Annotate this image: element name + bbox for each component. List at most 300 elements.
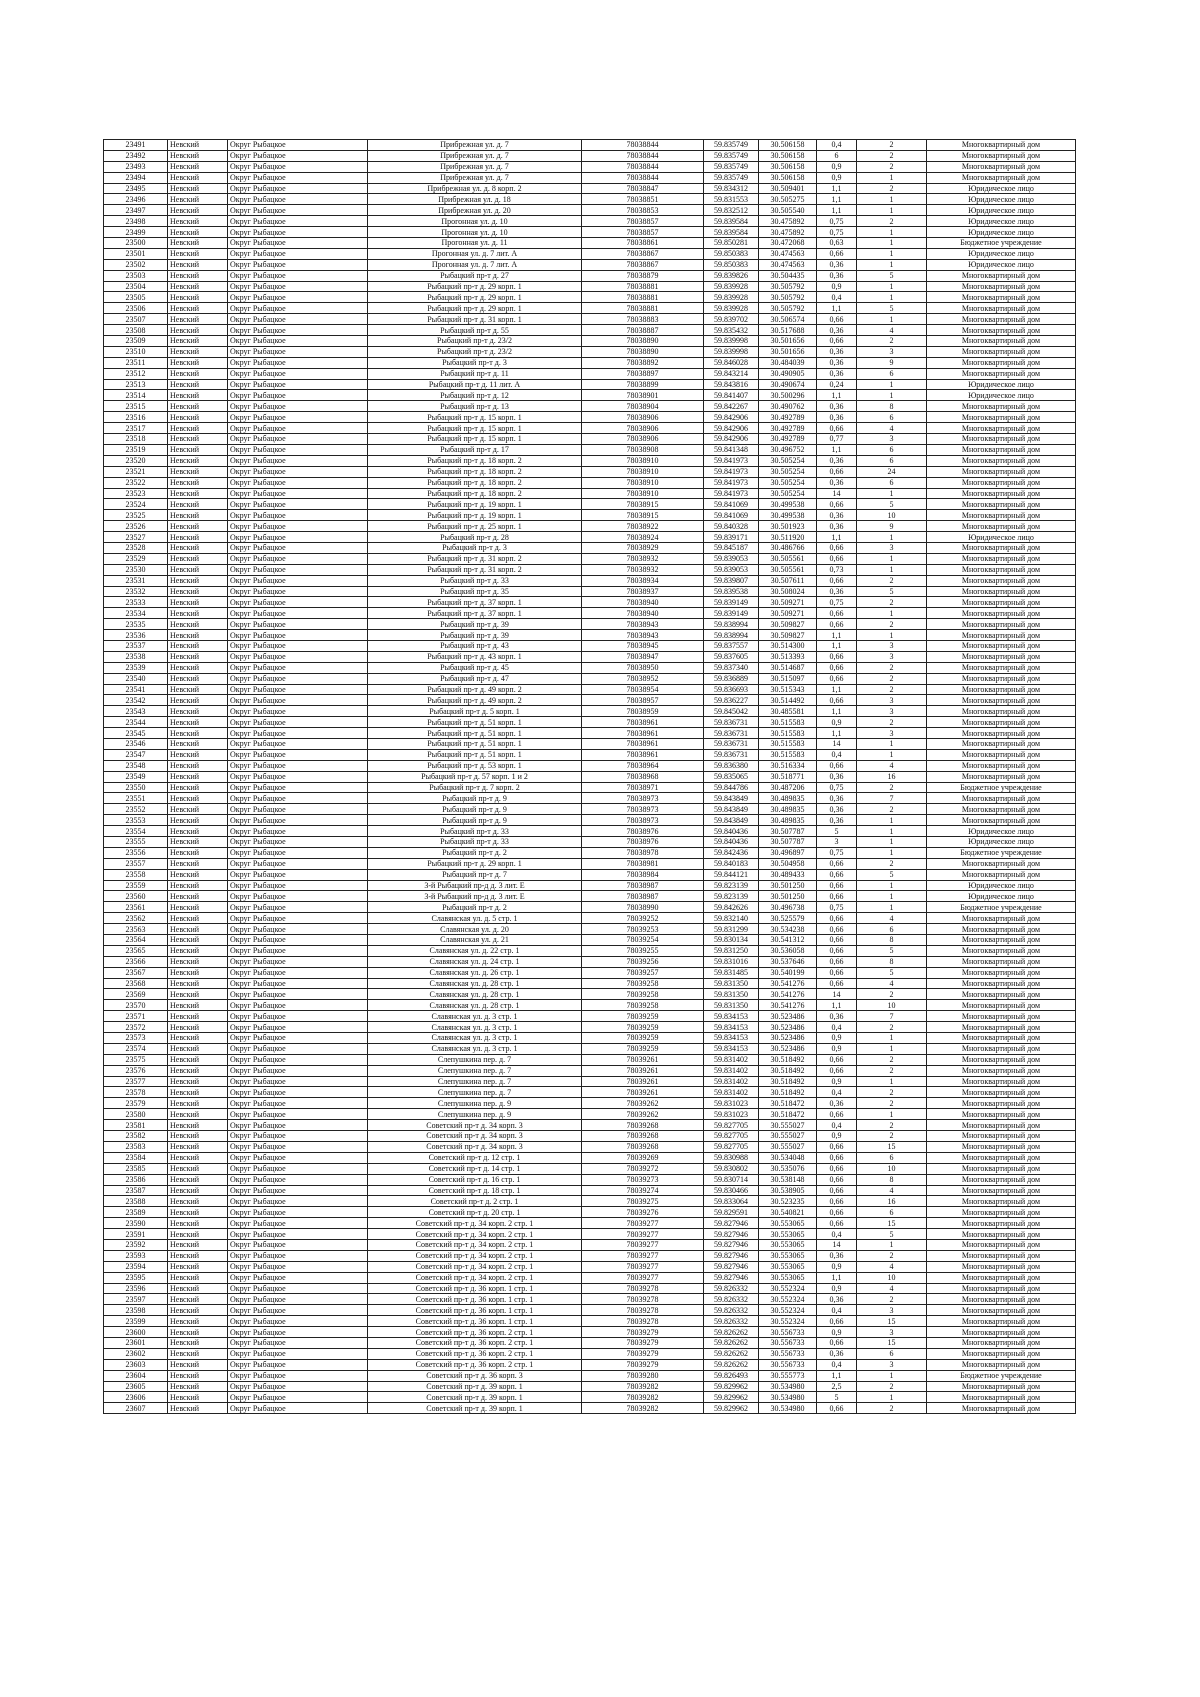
volume-cell: 0,66 [817, 553, 857, 564]
type-cell: Многоквартирный дом [927, 434, 1076, 445]
municipality-cell: Округ Рыбацкое [228, 1392, 368, 1403]
registry-rows [104, 140, 1076, 1414]
row-number-cell: 23600 [104, 1327, 168, 1338]
row-number-cell: 23564 [104, 935, 168, 946]
row-number-cell: 23533 [104, 597, 168, 608]
table-row [104, 248, 1076, 259]
district-cell: Невский [168, 368, 228, 379]
code-cell: 78038897 [582, 368, 704, 379]
row-number-cell: 23540 [104, 673, 168, 684]
code-cell: 78038950 [582, 662, 704, 673]
volume-cell: 0,66 [817, 695, 857, 706]
longitude-cell: 30.556733 [759, 1359, 817, 1370]
row-number-cell: 23497 [104, 205, 168, 216]
address-cell: Рыбацкий пр-т д. 18 корп. 2 [368, 455, 582, 466]
code-cell: 78038915 [582, 510, 704, 521]
quantity-cell: 2 [857, 150, 927, 161]
longitude-cell: 30.538905 [759, 1185, 817, 1196]
latitude-cell: 59.837557 [704, 640, 759, 651]
longitude-cell: 30.541276 [759, 989, 817, 1000]
type-cell: Многоквартирный дом [927, 140, 1076, 151]
code-cell: 78039277 [582, 1261, 704, 1272]
longitude-cell: 30.552324 [759, 1316, 817, 1327]
district-cell: Невский [168, 205, 228, 216]
volume-cell: 0,66 [817, 1337, 857, 1348]
quantity-cell: 1 [857, 837, 927, 848]
address-cell: Прибрежная ул. д. 7 [368, 150, 582, 161]
longitude-cell: 30.517688 [759, 325, 817, 336]
row-number-cell: 23589 [104, 1207, 168, 1218]
code-cell: 78038867 [582, 248, 704, 259]
table-row [104, 150, 1076, 161]
district-cell: Невский [168, 640, 228, 651]
address-cell: 3-й Рыбацкий пр-д д. 3 лит. Е [368, 891, 582, 902]
address-cell: Рыбацкий пр-т д. 9 [368, 815, 582, 826]
quantity-cell: 3 [857, 651, 927, 662]
type-cell: Многоквартирный дом [927, 161, 1076, 172]
longitude-cell: 30.515583 [759, 749, 817, 760]
volume-cell: 0,66 [817, 542, 857, 553]
quantity-cell: 1 [857, 1392, 927, 1403]
district-cell: Невский [168, 913, 228, 924]
municipality-cell: Округ Рыбацкое [228, 782, 368, 793]
row-number-cell: 23505 [104, 292, 168, 303]
table-row [104, 521, 1076, 532]
table-row [104, 978, 1076, 989]
type-cell: Многоквартирный дом [927, 1305, 1076, 1316]
type-cell: Многоквартирный дом [927, 346, 1076, 357]
row-number-cell: 23534 [104, 608, 168, 619]
district-cell: Невский [168, 793, 228, 804]
volume-cell: 0,66 [817, 336, 857, 347]
address-cell: Рыбацкий пр-т д. 29 корп. 1 [368, 292, 582, 303]
code-cell: 78038968 [582, 771, 704, 782]
latitude-cell: 59.838994 [704, 630, 759, 641]
district-cell: Невский [168, 466, 228, 477]
quantity-cell: 1 [857, 488, 927, 499]
address-cell: Славянская ул. д. 26 стр. 1 [368, 967, 582, 978]
district-cell: Невский [168, 782, 228, 793]
municipality-cell: Округ Рыбацкое [228, 1337, 368, 1348]
row-number-cell: 23552 [104, 804, 168, 815]
volume-cell: 0,9 [817, 281, 857, 292]
row-number-cell: 23525 [104, 510, 168, 521]
district-cell: Невский [168, 1294, 228, 1305]
quantity-cell: 2 [857, 216, 927, 227]
type-cell: Многоквартирный дом [927, 466, 1076, 477]
code-cell: 78039259 [582, 1011, 704, 1022]
row-number-cell: 23598 [104, 1305, 168, 1316]
quantity-cell: 2 [857, 140, 927, 151]
address-cell: Славянская ул. д. 3 стр. 1 [368, 1011, 582, 1022]
district-cell: Невский [168, 575, 228, 586]
address-cell: Советский пр-т д. 34 корп. 2 стр. 1 [368, 1218, 582, 1229]
latitude-cell: 59.839149 [704, 608, 759, 619]
volume-cell: 0,66 [817, 924, 857, 935]
municipality-cell: Округ Рыбацкое [228, 379, 368, 390]
code-cell: 78038954 [582, 684, 704, 695]
address-cell: Рыбацкий пр-т д. 51 корп. 1 [368, 717, 582, 728]
address-cell: Советский пр-т д. 36 корп. 2 стр. 1 [368, 1327, 582, 1338]
table-row [104, 1131, 1076, 1142]
latitude-cell: 59.843849 [704, 815, 759, 826]
type-cell: Многоквартирный дом [927, 706, 1076, 717]
latitude-cell: 59.830134 [704, 935, 759, 946]
municipality-cell: Округ Рыбацкое [228, 1065, 368, 1076]
municipality-cell: Округ Рыбацкое [228, 1098, 368, 1109]
district-cell: Невский [168, 336, 228, 347]
row-number-cell: 23548 [104, 760, 168, 771]
district-cell: Невский [168, 608, 228, 619]
address-cell: Прогонная ул. д. 11 [368, 238, 582, 249]
address-cell: Рыбацкий пр-т д. 2 [368, 847, 582, 858]
district-cell: Невский [168, 346, 228, 357]
latitude-cell: 59.833064 [704, 1196, 759, 1207]
address-cell: 3-й Рыбацкий пр-д д. 3 лит. Е [368, 880, 582, 891]
table-row [104, 368, 1076, 379]
type-cell: Многоквартирный дом [927, 640, 1076, 651]
quantity-cell: 4 [857, 913, 927, 924]
code-cell: 78039279 [582, 1348, 704, 1359]
volume-cell: 14 [817, 488, 857, 499]
quantity-cell: 1 [857, 314, 927, 325]
district-cell: Невский [168, 1348, 228, 1359]
address-cell: Рыбацкий пр-т д. 9 [368, 793, 582, 804]
code-cell: 78038961 [582, 717, 704, 728]
table-row [104, 346, 1076, 357]
code-cell: 78038892 [582, 357, 704, 368]
quantity-cell: 1 [857, 292, 927, 303]
municipality-cell: Округ Рыбацкое [228, 749, 368, 760]
table-row [104, 325, 1076, 336]
volume-cell: 0,9 [817, 1076, 857, 1087]
code-cell: 78038904 [582, 401, 704, 412]
code-cell: 78038945 [582, 640, 704, 651]
type-cell: Многоквартирный дом [927, 401, 1076, 412]
volume-cell: 0,36 [817, 412, 857, 423]
municipality-cell: Округ Рыбацкое [228, 945, 368, 956]
latitude-cell: 59.827705 [704, 1131, 759, 1142]
address-cell: Рыбацкий пр-т д. 57 корп. 1 и 2 [368, 771, 582, 782]
municipality-cell: Округ Рыбацкое [228, 651, 368, 662]
table-row [104, 815, 1076, 826]
quantity-cell: 1 [857, 1076, 927, 1087]
latitude-cell: 59.841069 [704, 510, 759, 521]
volume-cell: 0,36 [817, 586, 857, 597]
latitude-cell: 59.826262 [704, 1348, 759, 1359]
type-cell: Многоквартирный дом [927, 1152, 1076, 1163]
longitude-cell: 30.555027 [759, 1141, 817, 1152]
volume-cell: 0,66 [817, 619, 857, 630]
municipality-cell: Округ Рыбацкое [228, 172, 368, 183]
type-cell: Юридическое лицо [927, 826, 1076, 837]
latitude-cell: 59.843849 [704, 804, 759, 815]
latitude-cell: 59.837605 [704, 651, 759, 662]
latitude-cell: 59.840436 [704, 826, 759, 837]
municipality-cell: Округ Рыбацкое [228, 1043, 368, 1054]
municipality-cell: Округ Рыбацкое [228, 1348, 368, 1359]
volume-cell: 0,66 [817, 1109, 857, 1120]
table-row [104, 793, 1076, 804]
row-number-cell: 23495 [104, 183, 168, 194]
row-number-cell: 23578 [104, 1087, 168, 1098]
table-row [104, 662, 1076, 673]
longitude-cell: 30.537646 [759, 956, 817, 967]
quantity-cell: 6 [857, 368, 927, 379]
address-cell: Рыбацкий пр-т д. 12 [368, 390, 582, 401]
address-cell: Советский пр-т д. 36 корп. 3 [368, 1370, 582, 1381]
latitude-cell: 59.843214 [704, 368, 759, 379]
latitude-cell: 59.829962 [704, 1392, 759, 1403]
table-row [104, 1218, 1076, 1229]
district-cell: Невский [168, 989, 228, 1000]
type-cell: Многоквартирный дом [927, 444, 1076, 455]
district-cell: Невский [168, 597, 228, 608]
row-number-cell: 23513 [104, 379, 168, 390]
table-row [104, 292, 1076, 303]
district-cell: Невский [168, 1370, 228, 1381]
quantity-cell: 5 [857, 303, 927, 314]
volume-cell: 0,66 [817, 858, 857, 869]
district-cell: Невский [168, 227, 228, 238]
table-row [104, 847, 1076, 858]
volume-cell: 0,36 [817, 1294, 857, 1305]
type-cell: Многоквартирный дом [927, 1218, 1076, 1229]
longitude-cell: 30.496752 [759, 444, 817, 455]
latitude-cell: 59.831402 [704, 1076, 759, 1087]
municipality-cell: Округ Рыбацкое [228, 826, 368, 837]
municipality-cell: Округ Рыбацкое [228, 194, 368, 205]
row-number-cell: 23503 [104, 270, 168, 281]
volume-cell: 0,4 [817, 749, 857, 760]
code-cell: 78038844 [582, 150, 704, 161]
address-cell: Рыбацкий пр-т д. 28 [368, 532, 582, 543]
type-cell: Многоквартирный дом [927, 1327, 1076, 1338]
latitude-cell: 59.839928 [704, 281, 759, 292]
volume-cell: 0,66 [817, 956, 857, 967]
municipality-cell: Округ Рыбацкое [228, 847, 368, 858]
district-cell: Невский [168, 1218, 228, 1229]
address-cell: Рыбацкий пр-т д. 15 корп. 1 [368, 412, 582, 423]
address-cell: Прибрежная ул. д. 8 корп. 2 [368, 183, 582, 194]
type-cell: Бюджетное учреждение [927, 1370, 1076, 1381]
volume-cell: 1,1 [817, 444, 857, 455]
quantity-cell: 1 [857, 564, 927, 575]
type-cell: Многоквартирный дом [927, 575, 1076, 586]
volume-cell: 0,66 [817, 1196, 857, 1207]
row-number-cell: 23536 [104, 630, 168, 641]
table-row [104, 1250, 1076, 1261]
address-cell: Славянская ул. д. 28 стр. 1 [368, 1000, 582, 1011]
district-cell: Невский [168, 455, 228, 466]
quantity-cell: 9 [857, 357, 927, 368]
volume-cell: 2,5 [817, 1381, 857, 1392]
code-cell: 78038908 [582, 444, 704, 455]
longitude-cell: 30.541312 [759, 935, 817, 946]
quantity-cell: 2 [857, 673, 927, 684]
quantity-cell: 1 [857, 532, 927, 543]
district-cell: Невский [168, 303, 228, 314]
address-cell: Советский пр-т д. 39 корп. 1 [368, 1381, 582, 1392]
longitude-cell: 30.552324 [759, 1283, 817, 1294]
district-cell: Невский [168, 738, 228, 749]
type-cell: Многоквартирный дом [927, 325, 1076, 336]
address-cell: Рыбацкий пр-т д. 55 [368, 325, 582, 336]
volume-cell: 0,66 [817, 1174, 857, 1185]
district-cell: Невский [168, 684, 228, 695]
code-cell: 78038890 [582, 336, 704, 347]
longitude-cell: 30.553065 [759, 1250, 817, 1261]
volume-cell: 1,1 [817, 303, 857, 314]
address-cell: Рыбацкий пр-т д. 17 [368, 444, 582, 455]
district-cell: Невский [168, 728, 228, 739]
municipality-cell: Округ Рыбацкое [228, 586, 368, 597]
longitude-cell: 30.518492 [759, 1054, 817, 1065]
table-row [104, 1065, 1076, 1076]
quantity-cell: 9 [857, 521, 927, 532]
municipality-cell: Округ Рыбацкое [228, 227, 368, 238]
longitude-cell: 30.496897 [759, 847, 817, 858]
longitude-cell: 30.506158 [759, 150, 817, 161]
type-cell: Многоквартирный дом [927, 521, 1076, 532]
quantity-cell: 1 [857, 608, 927, 619]
address-cell: Рыбацкий пр-т д. 39 [368, 630, 582, 641]
longitude-cell: 30.518492 [759, 1087, 817, 1098]
row-number-cell: 23606 [104, 1392, 168, 1403]
volume-cell: 1,1 [817, 390, 857, 401]
quantity-cell: 2 [857, 1054, 927, 1065]
quantity-cell: 6 [857, 1152, 927, 1163]
volume-cell: 0,36 [817, 270, 857, 281]
type-cell: Многоквартирный дом [927, 804, 1076, 815]
table-row [104, 1261, 1076, 1272]
table-row [104, 597, 1076, 608]
municipality-cell: Округ Рыбацкое [228, 150, 368, 161]
table-row [104, 1076, 1076, 1087]
latitude-cell: 59.845042 [704, 706, 759, 717]
type-cell: Многоквартирный дом [927, 630, 1076, 641]
table-row [104, 1022, 1076, 1033]
table-row [104, 444, 1076, 455]
address-cell: Советский пр-т д. 36 корп. 2 стр. 1 [368, 1348, 582, 1359]
latitude-cell: 59.830466 [704, 1185, 759, 1196]
quantity-cell: 24 [857, 466, 927, 477]
latitude-cell: 59.830988 [704, 1152, 759, 1163]
quantity-cell: 2 [857, 1131, 927, 1142]
address-cell: Славянская ул. д. 28 стр. 1 [368, 989, 582, 1000]
code-cell: 78038906 [582, 412, 704, 423]
municipality-cell: Округ Рыбацкое [228, 706, 368, 717]
type-cell: Многоквартирный дом [927, 695, 1076, 706]
type-cell: Многоквартирный дом [927, 913, 1076, 924]
row-number-cell: 23528 [104, 542, 168, 553]
latitude-cell: 59.836889 [704, 673, 759, 684]
volume-cell: 0,66 [817, 608, 857, 619]
table-row [104, 1109, 1076, 1120]
quantity-cell: 6 [857, 477, 927, 488]
longitude-cell: 30.523486 [759, 1011, 817, 1022]
row-number-cell: 23494 [104, 172, 168, 183]
type-cell: Юридическое лицо [927, 532, 1076, 543]
code-cell: 78038943 [582, 630, 704, 641]
latitude-cell: 59.843849 [704, 793, 759, 804]
type-cell: Многоквартирный дом [927, 292, 1076, 303]
address-cell: Рыбацкий пр-т д. 53 корп. 1 [368, 760, 582, 771]
code-cell: 78038906 [582, 423, 704, 434]
municipality-cell: Округ Рыбацкое [228, 1163, 368, 1174]
volume-cell: 0,4 [817, 1022, 857, 1033]
address-cell: Советский пр-т д. 36 корп. 1 стр. 1 [368, 1294, 582, 1305]
type-cell: Многоквартирный дом [927, 967, 1076, 978]
address-cell: Рыбацкий пр-т д. 2 [368, 902, 582, 913]
municipality-cell: Округ Рыбацкое [228, 553, 368, 564]
district-cell: Невский [168, 379, 228, 390]
municipality-cell: Округ Рыбацкое [228, 935, 368, 946]
latitude-cell: 59.836227 [704, 695, 759, 706]
volume-cell: 0,4 [817, 292, 857, 303]
address-cell: Рыбацкий пр-т д. 51 корп. 1 [368, 738, 582, 749]
table-row [104, 826, 1076, 837]
table-row [104, 466, 1076, 477]
district-cell: Невский [168, 1403, 228, 1414]
type-cell: Многоквартирный дом [927, 1120, 1076, 1131]
row-number-cell: 23559 [104, 880, 168, 891]
address-cell: Рыбацкий пр-т д. 35 [368, 586, 582, 597]
longitude-cell: 30.515343 [759, 684, 817, 695]
volume-cell: 0,4 [817, 1359, 857, 1370]
volume-cell: 0,36 [817, 368, 857, 379]
district-cell: Невский [168, 150, 228, 161]
longitude-cell: 30.504435 [759, 270, 817, 281]
table-row [104, 619, 1076, 630]
table-row [104, 1011, 1076, 1022]
longitude-cell: 30.540199 [759, 967, 817, 978]
latitude-cell: 59.842626 [704, 902, 759, 913]
address-cell: Рыбацкий пр-т д. 31 корп. 1 [368, 314, 582, 325]
latitude-cell: 59.827946 [704, 1218, 759, 1229]
municipality-cell: Округ Рыбацкое [228, 924, 368, 935]
code-cell: 78038881 [582, 303, 704, 314]
latitude-cell: 59.831299 [704, 924, 759, 935]
municipality-cell: Округ Рыбацкое [228, 1011, 368, 1022]
table-row [104, 194, 1076, 205]
address-cell: Рыбацкий пр-т д. 39 [368, 619, 582, 630]
latitude-cell: 59.835749 [704, 172, 759, 183]
latitude-cell: 59.834153 [704, 1043, 759, 1054]
row-number-cell: 23537 [104, 640, 168, 651]
latitude-cell: 59.831350 [704, 978, 759, 989]
district-cell: Невский [168, 1272, 228, 1283]
code-cell: 78038981 [582, 858, 704, 869]
volume-cell: 0,36 [817, 771, 857, 782]
longitude-cell: 30.525579 [759, 913, 817, 924]
latitude-cell: 59.834153 [704, 1033, 759, 1044]
municipality-cell: Округ Рыбацкое [228, 412, 368, 423]
type-cell: Многоквартирный дом [927, 1141, 1076, 1152]
code-cell: 78039278 [582, 1294, 704, 1305]
address-cell: Советский пр-т д. 34 корп. 3 [368, 1141, 582, 1152]
latitude-cell: 59.835749 [704, 140, 759, 151]
municipality-cell: Округ Рыбацкое [228, 1403, 368, 1414]
volume-cell: 1,1 [817, 630, 857, 641]
address-cell: Советский пр-т д. 36 корп. 1 стр. 1 [368, 1305, 582, 1316]
longitude-cell: 30.505792 [759, 303, 817, 314]
table-row [104, 902, 1076, 913]
quantity-cell: 15 [857, 1316, 927, 1327]
address-cell: Рыбацкий пр-т д. 15 корп. 1 [368, 434, 582, 445]
quantity-cell: 3 [857, 706, 927, 717]
code-cell: 78038861 [582, 238, 704, 249]
